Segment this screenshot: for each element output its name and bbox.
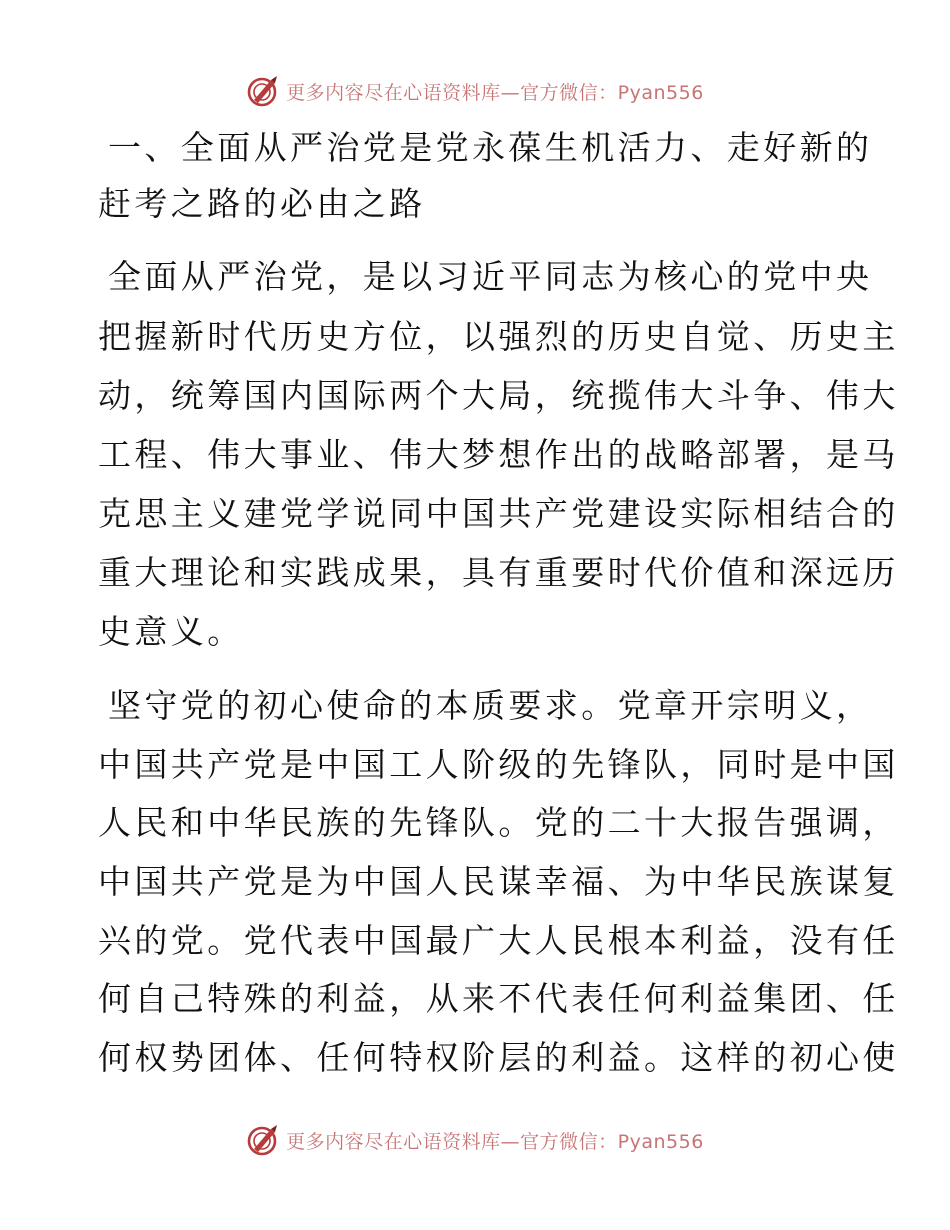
paragraph2-line: 中国共产党是为中国人民谋幸福、为中华民族谋复: [98, 862, 899, 901]
paragraph1-line: 动，统筹国内国际两个大局，统揽伟大斗争、伟大: [98, 376, 899, 415]
paragraph1-line: 把握新时代历史方位，以强烈的历史自觉、历史主: [98, 317, 899, 356]
paragraph2-line: 人民和中华民族的先锋队。党的二十大报告强调，: [98, 803, 899, 842]
watermark-text: 更多内容尽在心语资料库—官方微信：Pyan556: [286, 1130, 704, 1153]
header-watermark: [0, 71, 950, 111]
paragraph2-line: 何权势团体、任何特权阶层的利益。这样的初心使: [98, 1038, 899, 1077]
paragraph1-line: 史意义。: [98, 612, 244, 651]
paragraph2-line: 中国共产党是中国工人阶级的先锋队，同时是中国: [98, 745, 899, 784]
paragraph2-line: 兴的党。党代表中国最广大人民根本利益，没有任: [98, 921, 899, 960]
pen-nib-logo-icon: [246, 74, 280, 108]
paragraph2-line: 坚守党的初心使命的本质要求。党章开宗明义，: [108, 686, 873, 725]
footer-watermark: [0, 1120, 950, 1160]
watermark-text: 更多内容尽在心语资料库—官方微信：Pyan556: [286, 81, 704, 104]
paragraph2-line: 何自己特殊的利益，从来不代表任何利益集团、任: [98, 979, 899, 1018]
section-heading-line-1: 一、全面从严治党是党永葆生机活力、走好新的: [108, 128, 873, 167]
paragraph1-line: 克思主义建党学说同中国共产党建设实际相结合的: [98, 494, 899, 533]
paragraph1-line: 工程、伟大事业、伟大梦想作出的战略部署，是马: [98, 435, 899, 474]
pen-nib-logo-icon: [246, 1123, 280, 1157]
paragraph1-line: 重大理论和实践成果，具有重要时代价值和深远历: [98, 553, 899, 592]
section-heading-line-2: 赶考之路的必由之路: [98, 184, 426, 223]
paragraph1-line: 全面从严治党，是以习近平同志为核心的党中央: [108, 257, 873, 296]
